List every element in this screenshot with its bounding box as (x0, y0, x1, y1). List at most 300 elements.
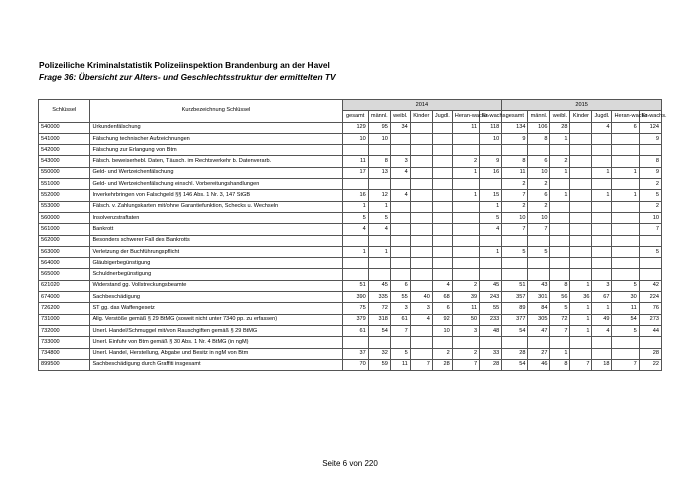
value-cell: 118 (480, 122, 502, 133)
row-key-cell: 562000 (39, 235, 90, 246)
table-row (39, 359, 662, 370)
value-cell: 12 (368, 190, 390, 201)
value-cell (528, 145, 550, 156)
value-cell: 2 (639, 179, 661, 190)
value-cell: 75 (342, 303, 368, 314)
value-cell (410, 246, 432, 257)
value-cell: 7 (612, 359, 639, 370)
value-cell (639, 235, 661, 246)
row-description-cell: ST gg. das Waffengesetz (90, 303, 342, 314)
value-cell: 4 (432, 280, 452, 291)
value-cell: 51 (342, 280, 368, 291)
header-subcolumn: Er-wachs. (480, 111, 502, 122)
row-key-cell: 732000 (39, 325, 90, 336)
value-cell (550, 145, 570, 156)
value-cell (570, 258, 592, 269)
value-cell: 6 (528, 190, 550, 201)
value-cell (432, 235, 452, 246)
value-cell: 33 (480, 348, 502, 359)
value-cell: 3 (452, 325, 479, 336)
value-cell: 129 (342, 122, 368, 133)
value-cell (480, 145, 502, 156)
value-cell: 1 (592, 190, 612, 201)
value-cell (342, 269, 368, 280)
value-cell: 5 (480, 212, 502, 223)
value-cell: 7 (570, 359, 592, 370)
value-cell (342, 337, 368, 348)
value-cell: 4 (342, 224, 368, 235)
row-description-cell: Bankrott (90, 224, 342, 235)
value-cell: 4 (410, 314, 432, 325)
value-cell: 5 (639, 190, 661, 201)
value-cell (480, 269, 502, 280)
header-subcolumn: Kinder (570, 111, 592, 122)
value-cell: 1 (570, 314, 592, 325)
value-cell: 1 (550, 348, 570, 359)
row-key-cell: 560000 (39, 212, 90, 223)
value-cell (592, 337, 612, 348)
value-cell (592, 212, 612, 223)
value-cell: 44 (639, 325, 661, 336)
value-cell (592, 235, 612, 246)
value-cell: 2 (452, 280, 479, 291)
value-cell: 134 (502, 122, 528, 133)
value-cell (410, 258, 432, 269)
value-cell: 5 (502, 246, 528, 257)
value-cell: 379 (342, 314, 368, 325)
value-cell: 42 (639, 280, 661, 291)
value-cell: 5 (368, 212, 390, 223)
value-cell (410, 133, 432, 144)
value-cell: 10 (528, 167, 550, 178)
value-cell: 46 (528, 359, 550, 370)
value-cell: 54 (612, 314, 639, 325)
row-description-cell: Besonders schwerer Fall des Bankrotts (90, 235, 342, 246)
row-key-cell: 621020 (39, 280, 90, 291)
table-row (39, 179, 662, 190)
value-cell (410, 201, 432, 212)
value-cell: 11 (390, 359, 410, 370)
value-cell: 273 (639, 314, 661, 325)
value-cell (570, 201, 592, 212)
value-cell: 1 (570, 325, 592, 336)
value-cell: 3 (390, 303, 410, 314)
table-row (39, 167, 662, 178)
value-cell: 6 (528, 156, 550, 167)
header-key: Schlüssel (39, 100, 90, 123)
table-header (39, 100, 667, 123)
table-row (39, 145, 662, 156)
value-cell: 318 (368, 314, 390, 325)
row-description-cell: Inverkehrbringen von Falschgeld §§ 146 Abs. 1 Nr. 3, 147 StGB (90, 190, 342, 201)
value-cell: 2 (528, 201, 550, 212)
value-cell (432, 224, 452, 235)
value-cell: 16 (342, 190, 368, 201)
value-cell (612, 156, 639, 167)
value-cell (570, 269, 592, 280)
value-cell: 11 (502, 167, 528, 178)
value-cell (410, 156, 432, 167)
value-cell (570, 190, 592, 201)
value-cell (550, 337, 570, 348)
table-row (39, 122, 662, 133)
value-cell (592, 201, 612, 212)
row-key-cell: 550000 (39, 167, 90, 178)
row-description-cell: Geld- und Wertzeichenfälschung (90, 167, 342, 178)
value-cell (612, 145, 639, 156)
value-cell: 7 (528, 224, 550, 235)
row-description-cell: Sachbeschädigung durch Graffiti insgesamt (90, 359, 342, 370)
value-cell: 32 (368, 348, 390, 359)
value-cell (612, 224, 639, 235)
value-cell: 390 (342, 292, 368, 303)
value-cell (592, 348, 612, 359)
value-cell: 301 (528, 292, 550, 303)
value-cell (480, 235, 502, 246)
row-key-cell: 734800 (39, 348, 90, 359)
value-cell (612, 269, 639, 280)
table-row (39, 235, 662, 246)
table-row (39, 224, 662, 235)
value-cell: 51 (502, 280, 528, 291)
value-cell: 3 (410, 303, 432, 314)
value-cell: 28 (432, 359, 452, 370)
table-row (39, 303, 662, 314)
value-cell (390, 212, 410, 223)
header-description: Kurzbezeichnung Schlüssel (90, 100, 342, 123)
header-year-2014: 2014 (342, 100, 502, 111)
row-key-cell: 564000 (39, 258, 90, 269)
value-cell: 7 (452, 359, 479, 370)
value-cell (410, 269, 432, 280)
value-cell: 39 (452, 292, 479, 303)
value-cell (410, 122, 432, 133)
value-cell (410, 337, 432, 348)
value-cell: 8 (368, 156, 390, 167)
value-cell: 5 (528, 246, 550, 257)
value-cell: 224 (639, 292, 661, 303)
value-cell: 6 (432, 303, 452, 314)
value-cell (612, 235, 639, 246)
value-cell (432, 246, 452, 257)
value-cell (570, 133, 592, 144)
table-row (39, 280, 662, 291)
value-cell (432, 156, 452, 167)
row-key-cell: 674000 (39, 292, 90, 303)
value-cell (570, 212, 592, 223)
value-cell (410, 224, 432, 235)
row-description-cell: Unerl. Handel, Herstellung, Abgabe und Besitz in ngM von Btm (90, 348, 342, 359)
value-cell: 54 (502, 359, 528, 370)
value-cell: 10 (480, 133, 502, 144)
row-key-cell: 561000 (39, 224, 90, 235)
statistics-table (38, 99, 667, 371)
value-cell: 1 (592, 167, 612, 178)
value-cell (452, 145, 479, 156)
header-subcolumn: weibl. (550, 111, 570, 122)
value-cell: 1 (452, 190, 479, 201)
value-cell (432, 201, 452, 212)
value-cell (570, 348, 592, 359)
row-key-cell: 540000 (39, 122, 90, 133)
table-row (39, 292, 662, 303)
value-cell (432, 337, 452, 348)
value-cell: 4 (390, 167, 410, 178)
value-cell: 36 (570, 292, 592, 303)
value-cell: 4 (592, 325, 612, 336)
value-cell: 47 (528, 325, 550, 336)
header-year-2015: 2015 (502, 100, 662, 111)
value-cell: 1 (452, 167, 479, 178)
value-cell: 9 (502, 133, 528, 144)
value-cell: 28 (502, 348, 528, 359)
value-cell: 8 (502, 156, 528, 167)
value-cell: 61 (342, 325, 368, 336)
value-cell (550, 258, 570, 269)
value-cell (432, 190, 452, 201)
value-cell (410, 325, 432, 336)
value-cell: 28 (550, 122, 570, 133)
row-key-cell: 551000 (39, 179, 90, 190)
row-description-cell: Fälsch. beweiserhebl. Daten, Täusch. im Rechtsverkehr b. Datenverarb. (90, 156, 342, 167)
value-cell (550, 212, 570, 223)
row-description-cell: Gläubigerbegünstigung (90, 258, 342, 269)
value-cell: 3 (592, 280, 612, 291)
row-key-cell: 543000 (39, 156, 90, 167)
value-cell: 10 (342, 133, 368, 144)
value-cell (432, 269, 452, 280)
value-cell (592, 246, 612, 257)
value-cell: 1 (550, 190, 570, 201)
value-cell (452, 133, 479, 144)
value-cell: 22 (639, 359, 661, 370)
value-cell (390, 179, 410, 190)
value-cell: 17 (342, 167, 368, 178)
value-cell (612, 133, 639, 144)
value-cell (390, 145, 410, 156)
value-cell (639, 145, 661, 156)
value-cell (480, 337, 502, 348)
value-cell: 7 (410, 359, 432, 370)
value-cell (390, 258, 410, 269)
value-cell (639, 269, 661, 280)
document-subtitle: Frage 36: Übersicht zur Alters- und Geschlechtsstruktur der ermittelten TV (39, 72, 336, 82)
value-cell: 34 (390, 122, 410, 133)
row-key-cell: 726200 (39, 303, 90, 314)
value-cell: 40 (410, 292, 432, 303)
row-description-cell: Verletzung der Buchführungspflicht (90, 246, 342, 257)
value-cell (368, 337, 390, 348)
table-row (39, 212, 662, 223)
row-key-cell: 565000 (39, 269, 90, 280)
value-cell (368, 269, 390, 280)
value-cell: 45 (480, 280, 502, 291)
value-cell: 7 (550, 325, 570, 336)
value-cell: 89 (502, 303, 528, 314)
value-cell: 9 (639, 133, 661, 144)
value-cell: 2 (502, 201, 528, 212)
value-cell: 2 (502, 179, 528, 190)
table-body (39, 122, 662, 371)
table-row (39, 246, 662, 257)
table-row (39, 337, 662, 348)
value-cell: 2 (452, 156, 479, 167)
header-subcolumn: weibl. (390, 111, 410, 122)
row-key-cell: 541000 (39, 133, 90, 144)
value-cell (502, 145, 528, 156)
value-cell (368, 145, 390, 156)
value-cell (342, 145, 368, 156)
value-cell (368, 235, 390, 246)
value-cell: 54 (368, 325, 390, 336)
table-row (39, 133, 662, 144)
value-cell (410, 212, 432, 223)
value-cell: 305 (528, 314, 550, 325)
value-cell (570, 337, 592, 348)
value-cell: 1 (612, 190, 639, 201)
row-description-cell: Fälschung technischer Aufzeichnungen (90, 133, 342, 144)
table-row (39, 269, 662, 280)
value-cell: 1 (570, 280, 592, 291)
value-cell: 5 (612, 280, 639, 291)
value-cell (528, 258, 550, 269)
value-cell: 4 (480, 224, 502, 235)
header-subcolumn: Jugdl. (432, 111, 452, 122)
table-row (39, 325, 662, 336)
value-cell (342, 235, 368, 246)
value-cell: 56 (550, 292, 570, 303)
value-cell: 49 (592, 314, 612, 325)
value-cell (592, 133, 612, 144)
value-cell (452, 235, 479, 246)
value-cell (452, 212, 479, 223)
value-cell: 2 (432, 348, 452, 359)
row-key-cell: 552000 (39, 190, 90, 201)
value-cell: 7 (390, 325, 410, 336)
row-key-cell: 899500 (39, 359, 90, 370)
value-cell (612, 212, 639, 223)
table-row (39, 156, 662, 167)
value-cell (528, 235, 550, 246)
value-cell: 1 (342, 246, 368, 257)
value-cell (410, 167, 432, 178)
value-cell: 4 (368, 224, 390, 235)
value-cell: 4 (592, 122, 612, 133)
value-cell: 335 (368, 292, 390, 303)
value-cell: 1 (550, 167, 570, 178)
value-cell: 1 (570, 303, 592, 314)
value-cell (452, 224, 479, 235)
value-cell: 10 (502, 212, 528, 223)
header-subcolumn: Heran-wachs. (612, 111, 639, 122)
value-cell: 72 (550, 314, 570, 325)
value-cell: 3 (390, 156, 410, 167)
value-cell: 9 (480, 156, 502, 167)
value-cell: 7 (502, 190, 528, 201)
value-cell (612, 179, 639, 190)
value-cell: 8 (528, 133, 550, 144)
row-description-cell: Sachbeschädigung (90, 292, 342, 303)
value-cell (390, 235, 410, 246)
value-cell: 48 (480, 325, 502, 336)
value-cell: 357 (502, 292, 528, 303)
value-cell: 16 (480, 167, 502, 178)
value-cell (390, 201, 410, 212)
value-cell (592, 156, 612, 167)
value-cell (570, 156, 592, 167)
value-cell (570, 167, 592, 178)
value-cell: 30 (612, 292, 639, 303)
value-cell: 92 (432, 314, 452, 325)
value-cell: 11 (452, 303, 479, 314)
row-key-cell: 542000 (39, 145, 90, 156)
value-cell (612, 348, 639, 359)
row-description-cell: Insolvenzstraftaten (90, 212, 342, 223)
value-cell: 7 (502, 224, 528, 235)
value-cell: 8 (550, 280, 570, 291)
header-subcolumn: Er-wachs. (639, 111, 661, 122)
value-cell: 28 (639, 348, 661, 359)
value-cell: 61 (390, 314, 410, 325)
value-cell: 6 (612, 122, 639, 133)
value-cell: 233 (480, 314, 502, 325)
value-cell: 106 (528, 122, 550, 133)
value-cell (390, 224, 410, 235)
value-cell: 5 (639, 246, 661, 257)
value-cell (592, 258, 612, 269)
value-cell (570, 224, 592, 235)
value-cell (368, 179, 390, 190)
row-description-cell: Fälschung zur Erlangung von Btm (90, 145, 342, 156)
value-cell: 27 (528, 348, 550, 359)
value-cell: 5 (612, 325, 639, 336)
value-cell: 15 (480, 190, 502, 201)
value-cell (410, 179, 432, 190)
value-cell: 70 (342, 359, 368, 370)
value-cell (528, 337, 550, 348)
value-cell (639, 337, 661, 348)
value-cell (410, 280, 432, 291)
value-cell: 4 (390, 190, 410, 201)
value-cell: 8 (550, 359, 570, 370)
value-cell (592, 269, 612, 280)
value-cell: 1 (480, 246, 502, 257)
header-subcolumn: gesamt (342, 111, 368, 122)
row-key-cell: 553000 (39, 201, 90, 212)
value-cell: 2 (639, 201, 661, 212)
value-cell: 55 (480, 303, 502, 314)
value-cell: 2 (452, 348, 479, 359)
value-cell: 11 (452, 122, 479, 133)
value-cell (550, 201, 570, 212)
row-description-cell: Schuldnerbegünstigung (90, 269, 342, 280)
value-cell: 72 (368, 303, 390, 314)
row-description-cell: Allg. Verstöße gemäß § 29 BtMG (soweit nicht unter 7340 pp. zu erfassen) (90, 314, 342, 325)
value-cell (368, 258, 390, 269)
value-cell (390, 246, 410, 257)
value-cell: 67 (592, 292, 612, 303)
value-cell (390, 133, 410, 144)
value-cell (480, 258, 502, 269)
value-cell: 10 (528, 212, 550, 223)
value-cell (342, 258, 368, 269)
value-cell: 68 (432, 292, 452, 303)
value-cell (452, 246, 479, 257)
value-cell: 37 (342, 348, 368, 359)
value-cell: 59 (368, 359, 390, 370)
value-cell (432, 133, 452, 144)
table-row (39, 201, 662, 212)
